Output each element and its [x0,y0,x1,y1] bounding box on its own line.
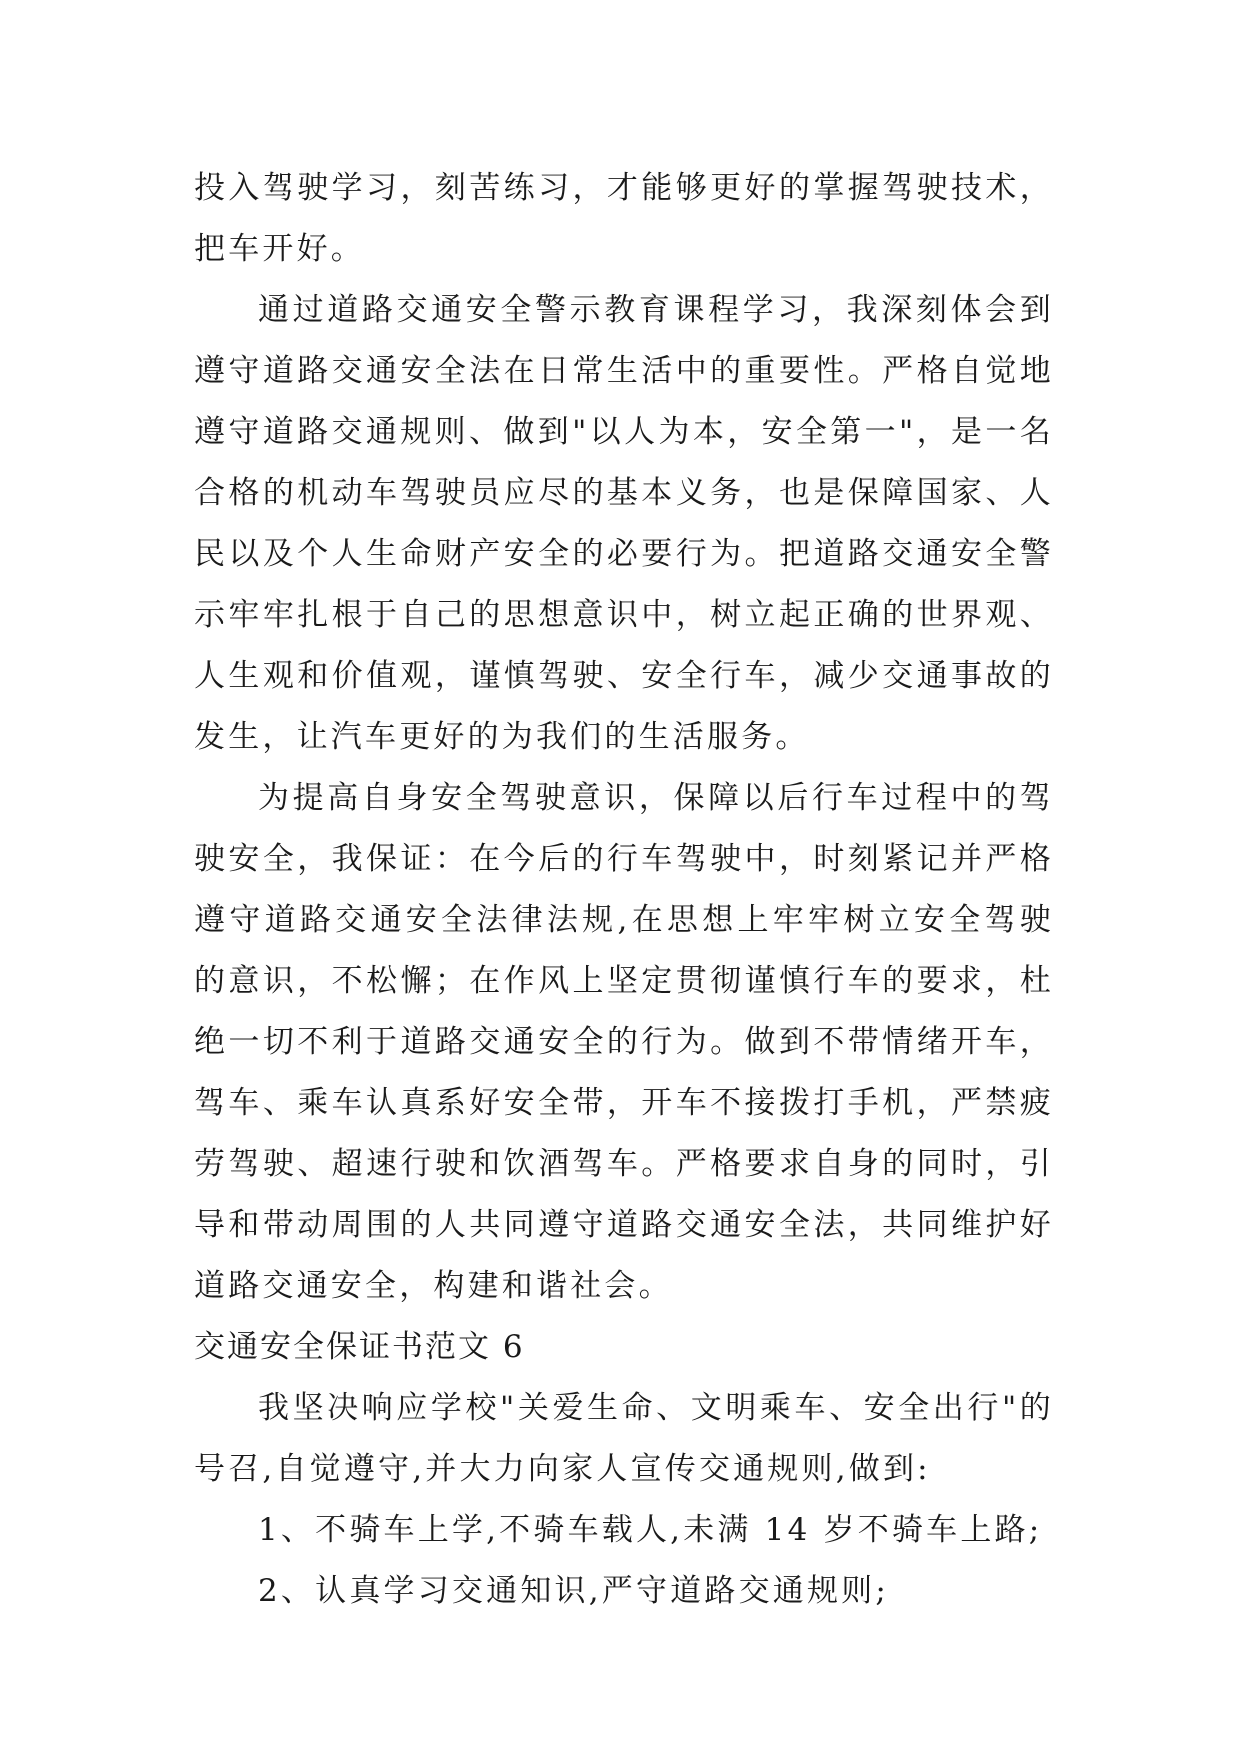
paragraph-safety-education: 通过道路交通安全警示教育课程学习，我深刻体会到遵守道路交通安全法在日常生活中的重要性。严格自觉地遵守道路交通规则、做到"以人为本，安全第一"，是一名合格的机动车驾驶员应尽的基本义务，也是保障国家、人民以及个人生命财产安全的必要行为。把道路交通安全警示牢牢扎根于自己的思想意识中，树立起正确的世界观、人生观和价值观，谨慎驾驶、安全行车，减少交通事故的发生，让汽车更好的为我们的生活服务。 [194,292,1054,755]
document-body [194,158,1054,1622]
section-heading: 交通安全保证书范文 6 [194,1329,525,1365]
paragraph-school-call: 我坚决响应学校"关爱生命、文明乘车、安全出行"的号召,自觉遵守,并大力向家人宣传交通规则,做到: [194,1390,1054,1487]
paragraph-safety-pledge: 为提高自身安全驾驶意识，保障以后行车过程中的驾驶安全，我保证：在今后的行车驾驶中，时刻紧记并严格遵守道路交通安全法律法规,在思想上牢牢树立安全驾驶的意识，不松懈；在作风上坚定贯彻谨慎行车的要求，杜绝一切不利于道路交通安全的行为。做到不带情绪开车，驾车、乘车认真系好安全带，开车不接拨打手机，严禁疲劳驾驶、超速行驶和饮酒驾车。严格要求自身的同时，引导和带动周围的人共同遵守道路交通安全法，共同维护好道路交通安全，构建和谐社会。 [194,780,1054,1304]
list-item-2: 2、认真学习交通知识,严守道路交通规则; [258,1573,890,1609]
list-item-1: 1、不骑车上学,不骑车载人,未满 14 岁不骑车上路; [258,1512,1043,1548]
paragraph-driving-practice: 投入驾驶学习，刻苦练习，才能够更好的掌握驾驶技术，把车开好。 [194,170,1054,267]
